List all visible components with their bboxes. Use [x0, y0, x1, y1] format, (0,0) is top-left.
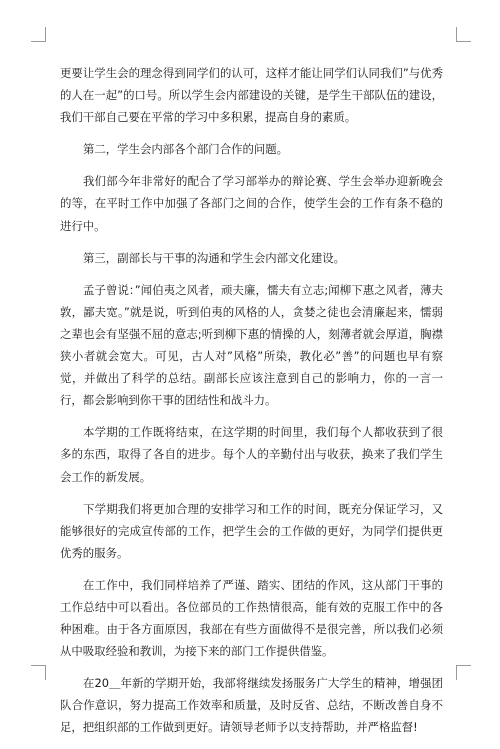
document-body [60, 62, 443, 749]
crop-mark-bottom-right [456, 665, 471, 680]
paragraph-mencius-quote: 孟子曾说：”闻伯夷之风者，顽夫廉，懦夫有立志;闻柳下惠之风者，薄夫敦，鄙夫宽。”就是说，听到伯夷的风格的人，贪婪之徒也会清廉起来，懦弱之辈也会有坚强不屈的意志;听到柳下惠的情操的人，刻薄者就会厚道，胸襟狭小者就会宽大。可见，古人对”风格”所染，教化必”善”的问题也早有察觉，并做出了科学的总结。副部长应该注意到自己的影响力，你的一言一行，都会影响到你干事的团结性和战斗力。 [60, 282, 443, 408]
paragraph-heading-third: 第三，副部长与干事的沟通和学生会内部文化建设。 [83, 250, 345, 265]
paragraph-closing: 在20＿年新的学期开始，我部将继续发扬服务广大学生的精神，增强团队合作意识，努力提高工作效率和质量，及时反省、总结，不断改善自身不足，把组织部的工作做到更好。请领导老师予以支持帮助，并严格监督! [60, 676, 443, 735]
crop-mark-bottom-left [31, 665, 46, 680]
paragraph-cooperation: 我们部今年非常好的配合了学习部举办的辩论赛、学生会举办迎新晚会的等，在平时工作中加强了各部门之间的合作，使学生会的工作有条不稳的进行中。 [60, 174, 443, 233]
paragraph-continuation: 更要让学生会的理念得到同学们的认可，这样才能让同学们认同我们”与优秀的人在一起”的口号。所以学生会内部建设的关键，是学生干部队伍的建设，我们干部自己要在平常的学习中多积累，提高自身的素质。 [60, 66, 443, 125]
crop-mark-top-right [456, 27, 471, 42]
crop-mark-top-left [31, 27, 46, 42]
paragraph-semester-summary: 本学期的工作既将结束，在这学期的时间里，我们每个人都收获到了很多的东西，取得了各自的进步。每个人的辛勤付出与收获，换来了我们学生会工作的新发展。 [60, 425, 443, 484]
paragraph-work-style: 在工作中，我们同样培养了严谨、踏实、团结的作风，这从部门干事的工作总结中可以看出。各位部员的工作热情很高，能有效的克服工作中的各种困难。由于各方面原因，我部在有些方面做得不是很完善，所以我们必须从中吸取经验和教训，为接下来的部门工作提供借鉴。 [60, 577, 443, 659]
paragraph-next-semester: 下学期我们将更加合理的安排学习和工作的时间，既充分保证学习，又能够很好的完成宣传部的工作，把学生会的工作做的更好，为同学们提供更优秀的服务。 [60, 501, 443, 560]
paragraph-heading-second: 第二，学生会内部各个部门合作的问题。 [83, 142, 289, 157]
